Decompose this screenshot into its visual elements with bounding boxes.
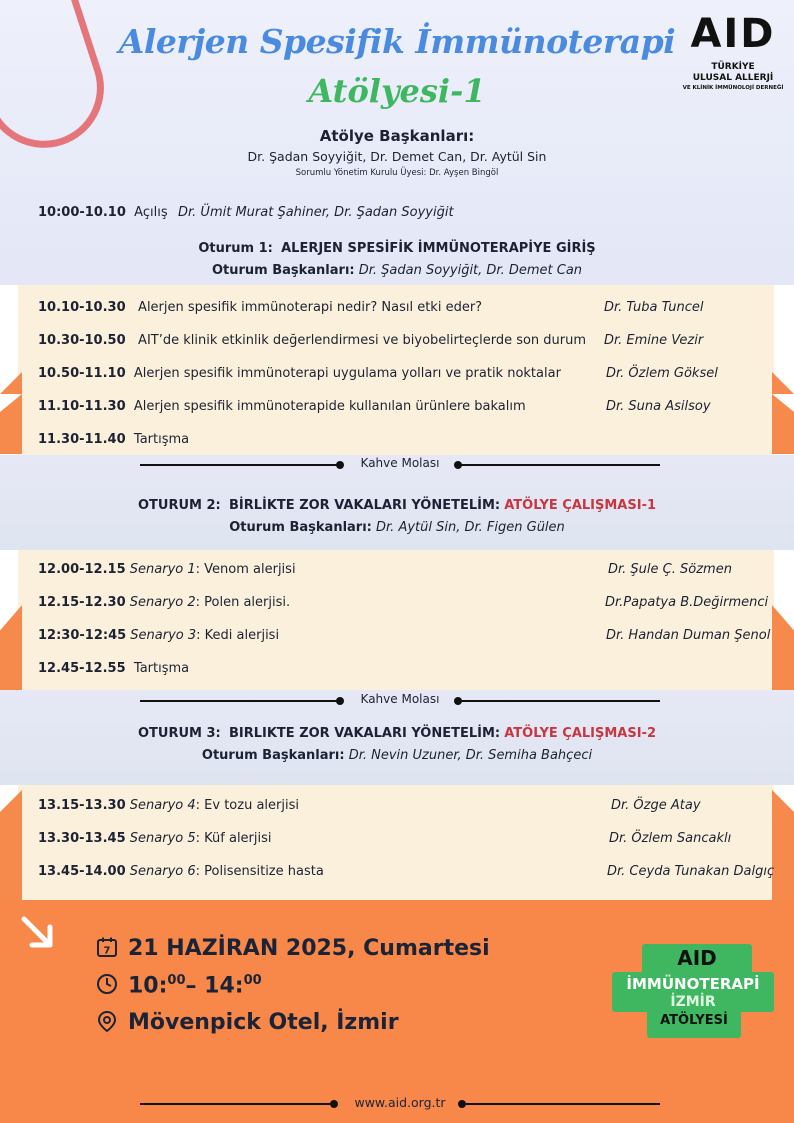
stripe-decoration [772, 605, 794, 690]
event-date: 7 21 HAZİRAN 2025, Cumartesi [96, 936, 490, 961]
clock-icon [96, 973, 118, 995]
calendar-day: 7 [103, 945, 111, 957]
list-item: 12.00-12.15 Senaryo 1: Venom alerjisi Dr. Şule Ç. Sözmen [38, 562, 732, 577]
stripe-decoration [0, 605, 22, 690]
list-item: 13.30-13.45 Senaryo 5: Küf alerjisi Dr. Özlem Sancaklı [38, 831, 732, 846]
list-item: 10.50-11.10 Alerjen spesifik immünoterapi uygulama yolları ve pratik noktalar Dr. Özlem Göksel [38, 366, 718, 381]
list-item: 11.30-11.40 Tartışma [38, 432, 190, 447]
list-item: 12.15-12.30 Senaryo 2: Polen alerjisi. Dr.Papatya B.Değirmenci [38, 595, 769, 610]
workshop-chairs-heading: Atölye Başkanları: [319, 127, 475, 145]
aid-logo: AID TÜRKİYE ULUSAL ALLERJİ VE KLİNİK İMMÜNOLOJİ DERNEĞİ [678, 12, 788, 92]
stripe-decoration [0, 394, 22, 454]
arrow-down-right-icon [20, 915, 56, 951]
list-item: 12.45-12.55 Tartışma [38, 661, 190, 676]
page-subtitle: Atölyesi-1 [308, 72, 486, 110]
coffee-break: Kahve Molası [140, 456, 660, 472]
list-item: 12:30-12:45 Senaryo 3: Kedi alerjisi Dr. Handan Duman Şenol [38, 628, 771, 643]
session1-chairs: Oturum Başkanları: Dr. Şadan Soyyiğit, Dr. Demet Can [211, 263, 583, 278]
calendar-icon [96, 936, 118, 958]
list-item: 10.10-10.30 Alerjen spesifik immünoterapi nedir? Nasıl etki eder? Dr. Tuba Tuncel [38, 300, 704, 315]
workshop-badge: AID ATÖLYESİ İMMÜNOTERAPİ İZMİR [612, 944, 774, 1038]
stripe-decoration [0, 790, 22, 900]
session2-title: OTURUM 2: BİRLİKTE ZOR VAKALARI YÖNETELİM: ATÖLYE ÇALIŞMASI-1 [137, 498, 657, 513]
board-member: Sorumlu Yönetim Kurulu Üyesi: Dr. Ayşen Bingöl [295, 168, 499, 178]
session3-chairs: Oturum Başkanları: Dr. Nevin Uzuner, Dr. Semiha Bahçeci [201, 748, 593, 763]
page-title: Alerjen Spesifik İmmünoterapi [118, 22, 676, 61]
coffee-break: Kahve Molası [140, 692, 660, 708]
list-item: 10.30-10.50 AIT’de klinik etkinlik değerlendirmesi ve biyobelirteçlerde son durum Dr. Emine Vezir [38, 333, 704, 348]
list-item: 13.15-13.30 Senaryo 4: Ev tozu alerjisi Dr. Özge Atay [38, 798, 701, 813]
session3-title: OTURUM 3: BIRLIKTE ZOR VAKALARI YÖNETELİM: ATÖLYE ÇALIŞMASI-2 [137, 726, 657, 741]
location-pin-icon [96, 1010, 118, 1032]
list-item: 13.45-14.00 Senaryo 6: Polisensitize hasta Dr. Ceyda Tunakan Dalgıç [38, 864, 775, 879]
workshop-chairs-names: Dr. Şadan Soyyiğit, Dr. Demet Can, Dr. Aytül Sin [247, 149, 547, 164]
aid-logo-mark: AID [690, 11, 776, 57]
event-venue: Mövenpick Otel, İzmir [96, 1010, 399, 1035]
event-time: 10:$^{00}$– 14:$^{00}$ [96, 973, 262, 998]
session2-chairs: Oturum Başkanları: Dr. Aytül Sin, Dr. Figen Gülen [229, 520, 565, 535]
website-link[interactable]: www.aid.org.tr [140, 1095, 660, 1111]
session1-title: Oturum 1: ALERJEN SPESİFİK İMMÜNOTERAPİYE GİRİŞ [198, 241, 596, 256]
list-item: 11.10-11.30 Alerjen spesifik immünoterapide kullanılan ürünlere bakalım Dr. Suna Asilsoy [38, 399, 711, 414]
opening-row: 10:00-10.10 Açılış Dr. Ümit Murat Şahiner, Dr. Şadan Soyyiğit [38, 205, 454, 220]
